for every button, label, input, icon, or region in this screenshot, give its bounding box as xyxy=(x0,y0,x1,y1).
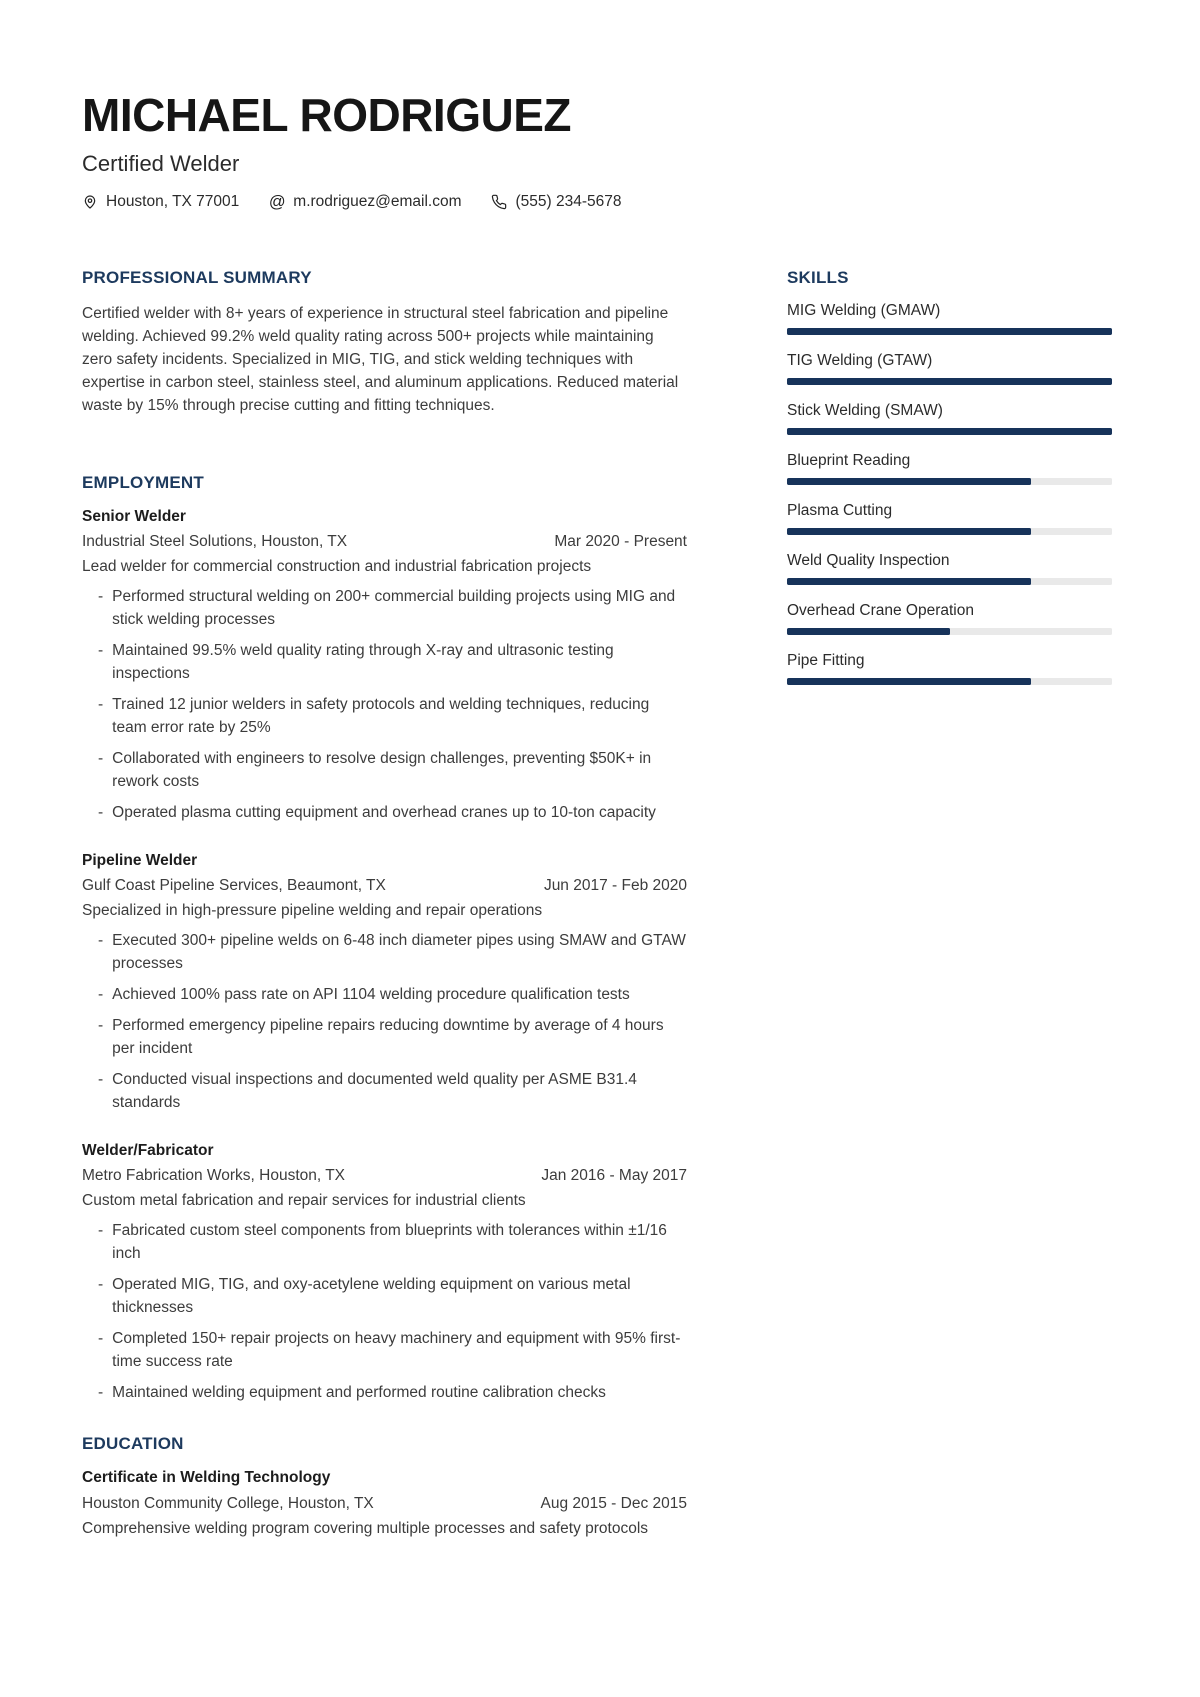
job-entry xyxy=(82,849,687,1114)
skill-bar-fill xyxy=(787,428,1112,435)
job-company: Industrial Steel Solutions, Houston, TX xyxy=(82,533,348,550)
skill-item xyxy=(787,350,1112,385)
bullet-item xyxy=(82,639,687,685)
job-company: Metro Fabrication Works, Houston, TX xyxy=(82,1167,346,1184)
bullet-item xyxy=(82,983,687,1006)
bullet-dash: - xyxy=(98,932,104,949)
skill-bar-fill xyxy=(787,328,1112,335)
person-headline: Certified Welder xyxy=(82,151,240,176)
bullet-dash: - xyxy=(98,1330,104,1347)
bullet-item xyxy=(82,1219,687,1265)
skill-name: Plasma Cutting xyxy=(787,502,893,519)
employment-heading: EMPLOYMENT xyxy=(82,473,204,492)
education-description: Comprehensive welding program covering multiple processes and safety protocols xyxy=(82,1520,649,1537)
section-skills xyxy=(787,268,1112,685)
job-meta xyxy=(82,1164,687,1187)
bullet-text: Trained 12 junior welders in safety protocols and welding techniques, reducing team error rate by 25% xyxy=(112,696,650,736)
job-title: Pipeline Welder xyxy=(82,852,198,869)
education-dates: Aug 2015 - Dec 2015 xyxy=(540,1495,687,1512)
skill-name: MIG Welding (GMAW) xyxy=(787,302,941,319)
location-pin-icon xyxy=(82,194,98,210)
summary-text: Certified welder with 8+ years of experience in structural steel fabrication and pipeline welding. Achieved 99.2% weld quality rating across 500+ projects while maintaining zero safety incidents. Specialized in MIG, TIG, and stick welding techniques with expertise in carbon steel, stainless steel, and aluminum applications. Reduced material waste by 15% through precise cutting and fitting techniques. xyxy=(82,305,679,414)
skill-item xyxy=(787,300,1112,335)
education-heading: EDUCATION xyxy=(82,1434,184,1453)
bullet-text: Conducted visual inspections and documented weld quality per ASME B31.4 standards xyxy=(112,1071,637,1111)
section-professional-summary xyxy=(82,268,687,417)
job-dates: Jan 2016 - May 2017 xyxy=(541,1167,687,1184)
skill-item xyxy=(787,450,1112,485)
at-sign-icon: @ xyxy=(268,193,286,211)
bullet-text: Performed structural welding on 200+ commercial building projects using MIG and stick welding processes xyxy=(112,588,676,628)
job-company: Gulf Coast Pipeline Services, Beaumont, TX xyxy=(82,877,386,894)
education-meta xyxy=(82,1492,687,1515)
job-entry xyxy=(82,505,687,824)
contact-location xyxy=(82,192,239,212)
skill-bar-fill xyxy=(787,528,1031,535)
skill-bar-track xyxy=(787,678,1112,685)
education-degree: Certificate in Welding Technology xyxy=(82,1469,331,1486)
job-title: Senior Welder xyxy=(82,508,186,525)
skill-bar-fill xyxy=(787,378,1112,385)
bullet-dash: - xyxy=(98,1384,104,1401)
bullet-dash: - xyxy=(98,986,104,1003)
section-education xyxy=(82,1434,687,1540)
phone-icon xyxy=(491,194,507,210)
bullet-dash: - xyxy=(98,588,104,605)
job-meta xyxy=(82,874,687,897)
skill-item xyxy=(787,400,1112,435)
job-description: Specialized in high-pressure pipeline welding and repair operations xyxy=(82,902,543,919)
job-bullets xyxy=(82,929,687,1114)
skill-item xyxy=(787,650,1112,685)
bullet-text: Collaborated with engineers to resolve design challenges, preventing $50K+ in rework costs xyxy=(112,750,652,790)
skill-name: Blueprint Reading xyxy=(787,452,911,469)
contact-phone xyxy=(491,192,621,212)
job-description: Custom metal fabrication and repair services for industrial clients xyxy=(82,1192,526,1209)
right-column xyxy=(787,268,1112,700)
skill-bar-track xyxy=(787,378,1112,385)
bullet-text: Executed 300+ pipeline welds on 6-48 inch diameter pipes using SMAW and GTAW processes xyxy=(112,932,686,972)
summary-heading: PROFESSIONAL SUMMARY xyxy=(82,268,312,287)
bullet-dash: - xyxy=(98,1222,104,1239)
contact-row xyxy=(82,192,1112,212)
skill-bar-fill xyxy=(787,478,1031,485)
skill-item xyxy=(787,600,1112,635)
skill-name: Weld Quality Inspection xyxy=(787,552,950,569)
body-columns xyxy=(82,268,1112,1540)
contact-email xyxy=(269,192,461,212)
skills-heading: SKILLS xyxy=(787,268,849,287)
skill-bar-track xyxy=(787,628,1112,635)
bullet-text: Performed emergency pipeline repairs reducing downtime by average of 4 hours per incident xyxy=(112,1017,664,1057)
skill-bar-fill xyxy=(787,578,1031,585)
job-bullets xyxy=(82,1219,687,1404)
skill-name: Overhead Crane Operation xyxy=(787,602,974,619)
bullet-item xyxy=(82,1014,687,1060)
job-title: Welder/Fabricator xyxy=(82,1142,214,1159)
skill-bar-track xyxy=(787,578,1112,585)
skill-item xyxy=(787,500,1112,535)
bullet-dash: - xyxy=(98,804,104,821)
bullet-item xyxy=(82,929,687,975)
bullet-text: Fabricated custom steel components from blueprints with tolerances within ±1/16 inch xyxy=(112,1222,667,1262)
bullet-item xyxy=(82,747,687,793)
bullet-dash: - xyxy=(98,696,104,713)
skill-bar-track xyxy=(787,478,1112,485)
skill-bar-track xyxy=(787,328,1112,335)
bullet-item xyxy=(82,585,687,631)
bullet-text: Maintained 99.5% weld quality rating through X-ray and ultrasonic testing inspections xyxy=(112,642,614,682)
bullet-dash: - xyxy=(98,1017,104,1034)
person-name: MICHAEL RODRIGUEZ xyxy=(82,89,571,141)
job-dates: Jun 2017 - Feb 2020 xyxy=(543,877,687,894)
skill-name: Stick Welding (SMAW) xyxy=(787,402,943,419)
skills-list xyxy=(787,300,1112,685)
job-dates: Mar 2020 - Present xyxy=(554,533,687,550)
skill-bar-fill xyxy=(787,678,1031,685)
bullet-item xyxy=(82,1327,687,1373)
skill-name: TIG Welding (GTAW) xyxy=(787,352,933,369)
bullet-text: Maintained welding equipment and performed routine calibration checks xyxy=(112,1384,606,1401)
bullet-text: Achieved 100% pass rate on API 1104 welding procedure qualification tests xyxy=(112,986,630,1003)
bullet-dash: - xyxy=(98,1276,104,1293)
bullet-item xyxy=(82,1273,687,1319)
job-entry xyxy=(82,1139,687,1404)
contact-email-text: m.rodriguez@email.com xyxy=(293,193,462,210)
skill-bar-track xyxy=(787,428,1112,435)
job-bullets xyxy=(82,585,687,824)
bullet-item xyxy=(82,1068,687,1114)
skill-name: Pipe Fitting xyxy=(787,652,865,669)
skill-item xyxy=(787,550,1112,585)
skill-bar-track xyxy=(787,528,1112,535)
bullet-text: Completed 150+ repair projects on heavy machinery and equipment with 95% first-time success rate xyxy=(112,1330,681,1370)
bullet-item xyxy=(82,693,687,739)
contact-location-text: Houston, TX 77001 xyxy=(106,193,240,210)
bullet-dash: - xyxy=(98,750,104,767)
job-description: Lead welder for commercial construction and industrial fabrication projects xyxy=(82,558,592,575)
contact-phone-text: (555) 234-5678 xyxy=(515,193,622,210)
skill-bar-fill xyxy=(787,628,950,635)
bullet-dash: - xyxy=(98,1071,104,1088)
left-column xyxy=(82,268,687,1540)
bullet-dash: - xyxy=(98,642,104,659)
bullet-item xyxy=(82,1381,687,1404)
bullet-text: Operated plasma cutting equipment and overhead cranes up to 10-ton capacity xyxy=(112,804,656,821)
bullet-item xyxy=(82,801,687,824)
bullet-text: Operated MIG, TIG, and oxy-acetylene welding equipment on various metal thicknesses xyxy=(112,1276,631,1316)
section-employment xyxy=(82,473,687,1404)
job-meta xyxy=(82,530,687,553)
education-school: Houston Community College, Houston, TX xyxy=(82,1495,374,1512)
